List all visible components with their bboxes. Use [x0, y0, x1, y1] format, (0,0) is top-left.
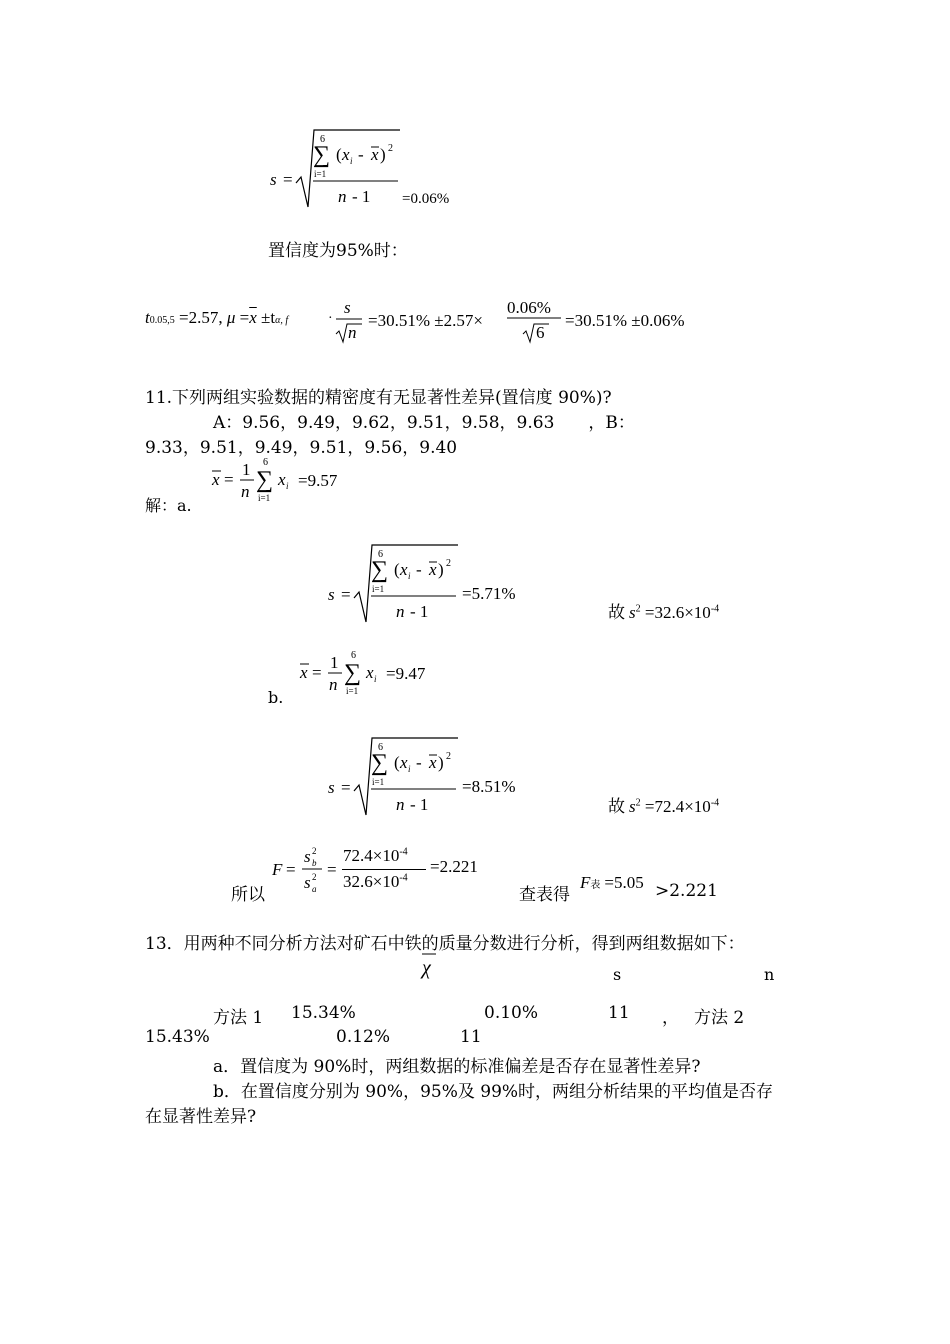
pm-t: ±t: [261, 308, 276, 327]
svg-text:): ): [438, 753, 444, 772]
solution-b-label: b.: [268, 688, 284, 707]
q11-title: 11.下列两组实验数据的精密度有无显著性差异(置信度 90%)?: [145, 388, 612, 408]
svg-text:(: (: [336, 145, 342, 164]
f-numerator: [343, 846, 408, 866]
f-num-exp: -4: [399, 846, 408, 858]
svg-text:n: n: [338, 187, 347, 206]
col-header-n: n: [764, 965, 775, 984]
t-frac-006-sqrt6: [505, 296, 565, 346]
variance-b: 故 $s^2 =72.4\times 10^{-4}$: [608, 797, 720, 817]
mean-a-result: =9.57: [298, 471, 338, 490]
s-top-result: =0.06%: [402, 191, 450, 207]
so-label: 所以: [231, 885, 265, 905]
s-a-result: =5.71%: [462, 584, 516, 603]
svg-text:2: 2: [312, 872, 317, 882]
svg-text:·: ·: [328, 311, 333, 326]
t-value: =2.57,: [178, 308, 223, 327]
f-result: =2.221: [430, 857, 478, 876]
f-table: F表 =5.05: [580, 873, 644, 892]
variance-b-value: =72.4×10: [644, 797, 711, 816]
svg-text:(: (: [394, 560, 400, 579]
svg-text:x: x: [342, 145, 350, 164]
svg-text:2: 2: [312, 846, 317, 856]
variance-a: 故 $s^2 =32.6\times 10^{-4}$: [608, 603, 720, 623]
t-sub2: α, f: [275, 315, 289, 326]
chi-bar-header: [420, 950, 440, 980]
svg-text:(: (: [394, 753, 400, 772]
svg-text:s: s: [328, 778, 335, 797]
svg-text:x: x: [429, 560, 437, 579]
gu-label-a: 故: [608, 603, 625, 623]
svg-text:-: -: [416, 753, 422, 772]
q13-part-a: a．置信度为 90%时，两组数据的标准偏差是否存在显著性差异?: [213, 1057, 701, 1077]
svg-text:=: =: [224, 470, 234, 489]
svg-text:): ): [438, 560, 444, 579]
f-fraction-bar: [342, 869, 426, 870]
method1-n: 11: [608, 1003, 630, 1023]
frac-denominator: 6: [536, 323, 545, 342]
q11-data-a: A：9.56，9.49，9.62，9.51，9.58，9.63 ，B：: [213, 413, 635, 433]
s-a-formula: [326, 540, 476, 630]
svg-text:i: i: [286, 481, 289, 491]
f-denominator: [343, 872, 408, 892]
q13-part-b-line1: b．在置信度分别为 90%，95%及 99%时，两组分析结果的平均值是否存: [213, 1082, 774, 1102]
svg-text:i=1: i=1: [372, 777, 385, 787]
svg-text:x: x: [212, 470, 220, 489]
variance-b-exp: -4: [710, 797, 720, 809]
svg-text:=: =: [312, 663, 322, 682]
s-formula-top: [268, 125, 488, 215]
svg-text:1: 1: [242, 460, 251, 479]
t-result1: =30.51% ±2.57×: [368, 311, 483, 330]
svg-text:s: s: [344, 298, 351, 317]
svg-text:x: x: [400, 560, 408, 579]
svg-text:s: s: [304, 847, 311, 866]
svg-text:∑: ∑: [371, 750, 389, 776]
variance-a-value: =32.6×10: [644, 603, 711, 622]
q13-title: 13．用两种不同分析方法对矿石中铁的质量分数进行分析，得到两组数据如下：: [145, 934, 745, 954]
mean-b-result: =9.47: [386, 664, 426, 683]
svg-text:x: x: [400, 753, 408, 772]
svg-text:=: =: [283, 170, 293, 189]
s-b-result: =8.51%: [462, 777, 516, 796]
svg-text:x: x: [429, 753, 437, 772]
svg-text:6: 6: [263, 457, 268, 468]
svg-text:F: F: [272, 860, 283, 879]
f-den-value: 32.6×10: [343, 872, 400, 891]
method1-s: 0.10%: [484, 1003, 539, 1023]
svg-text:): ): [380, 145, 386, 164]
method2-n: 11: [460, 1027, 482, 1047]
f-compare: >2.221: [655, 881, 718, 901]
t-result2: =30.51% ±0.06%: [565, 311, 685, 330]
mu-symbol: μ: [226, 308, 236, 327]
eq-sign: =: [239, 308, 250, 327]
t-frac-s-sqrtn: [328, 298, 368, 348]
svg-text:n: n: [348, 323, 357, 342]
lookup-table-label: 查表得: [519, 885, 570, 905]
frac-numerator: 0.06%: [507, 298, 551, 317]
s-b-formula: [326, 733, 476, 823]
svg-text:i=1: i=1: [314, 169, 327, 179]
svg-text:i: i: [374, 674, 377, 684]
svg-text:x: x: [371, 145, 379, 164]
t-formula: t0.05,5 =2.57, $\mu =\overline{x} \pm t\alpha$, f: [145, 308, 289, 327]
confidence-95-text: 置信度为95%时：: [268, 241, 408, 261]
x-bar: $\overline{x}$: [249, 308, 257, 327]
svg-text:x: x: [300, 663, 308, 682]
mean-b-formula: [298, 648, 448, 698]
svg-text:i: i: [408, 764, 411, 774]
f-table-value: =5.05: [604, 873, 644, 892]
svg-text:1: 1: [330, 653, 339, 672]
svg-text:- 1: - 1: [352, 187, 371, 206]
q13-part-b-line2: 在显著性差异?: [145, 1107, 257, 1127]
svg-text:2: 2: [446, 558, 451, 569]
svg-text:=: =: [341, 778, 351, 797]
svg-text:2: 2: [388, 143, 393, 154]
svg-text:s: s: [304, 873, 311, 892]
q11-data-b: 9.33，9.51，9.49，9.51，9.56，9.40: [145, 438, 458, 458]
t-sub: 0.05,5: [149, 315, 175, 326]
svg-text:b: b: [312, 858, 317, 868]
svg-text:χ: χ: [422, 957, 431, 979]
svg-text:6: 6: [351, 650, 356, 661]
svg-text:- 1: - 1: [410, 602, 429, 621]
method1-label: 方法 1: [213, 1008, 264, 1028]
svg-text:i: i: [408, 571, 411, 581]
svg-text:=: =: [341, 585, 351, 604]
svg-text:s: s: [328, 585, 335, 604]
col-header-s: s: [613, 965, 622, 984]
svg-text:n: n: [396, 602, 405, 621]
svg-text:=: =: [286, 860, 296, 879]
method1-mean: 15.34%: [291, 1003, 356, 1023]
svg-text:∑: ∑: [313, 142, 331, 168]
solution-a-label: 解：a.: [145, 496, 192, 515]
svg-text:i=1: i=1: [346, 686, 359, 696]
svg-text:s: s: [270, 170, 277, 189]
method2-mean: 15.43%: [145, 1027, 210, 1047]
svg-text:i=1: i=1: [258, 493, 271, 503]
svg-text:6: 6: [378, 549, 383, 560]
svg-text:-: -: [358, 145, 364, 164]
method-separator: ，: [662, 1008, 679, 1028]
f-table-sub: 表: [590, 880, 601, 891]
svg-text:n: n: [396, 795, 405, 814]
variance-a-exp: -4: [710, 603, 720, 615]
svg-text:n: n: [241, 482, 250, 501]
svg-text:6: 6: [378, 742, 383, 753]
svg-text:∑: ∑: [344, 660, 362, 686]
mean-a-formula: [210, 455, 360, 505]
svg-text:i: i: [350, 156, 353, 166]
svg-text:n: n: [329, 675, 338, 694]
svg-text:x: x: [366, 663, 374, 682]
method2-s: 0.12%: [336, 1027, 391, 1047]
f-num-value: 72.4×10: [343, 846, 400, 865]
svg-text:i=1: i=1: [372, 584, 385, 594]
method2-label: 方法 2: [694, 1008, 745, 1028]
f-den-exp: -4: [399, 872, 408, 884]
gu-label-b: 故: [608, 797, 625, 817]
svg-text:x: x: [278, 470, 286, 489]
svg-text:∑: ∑: [371, 557, 389, 583]
svg-text:2: 2: [446, 751, 451, 762]
svg-text:a: a: [312, 884, 317, 894]
svg-text:∑: ∑: [256, 467, 274, 493]
svg-text:- 1: - 1: [410, 795, 429, 814]
svg-text:-: -: [416, 560, 422, 579]
svg-text:6: 6: [320, 134, 325, 145]
svg-text:=: =: [327, 860, 337, 879]
